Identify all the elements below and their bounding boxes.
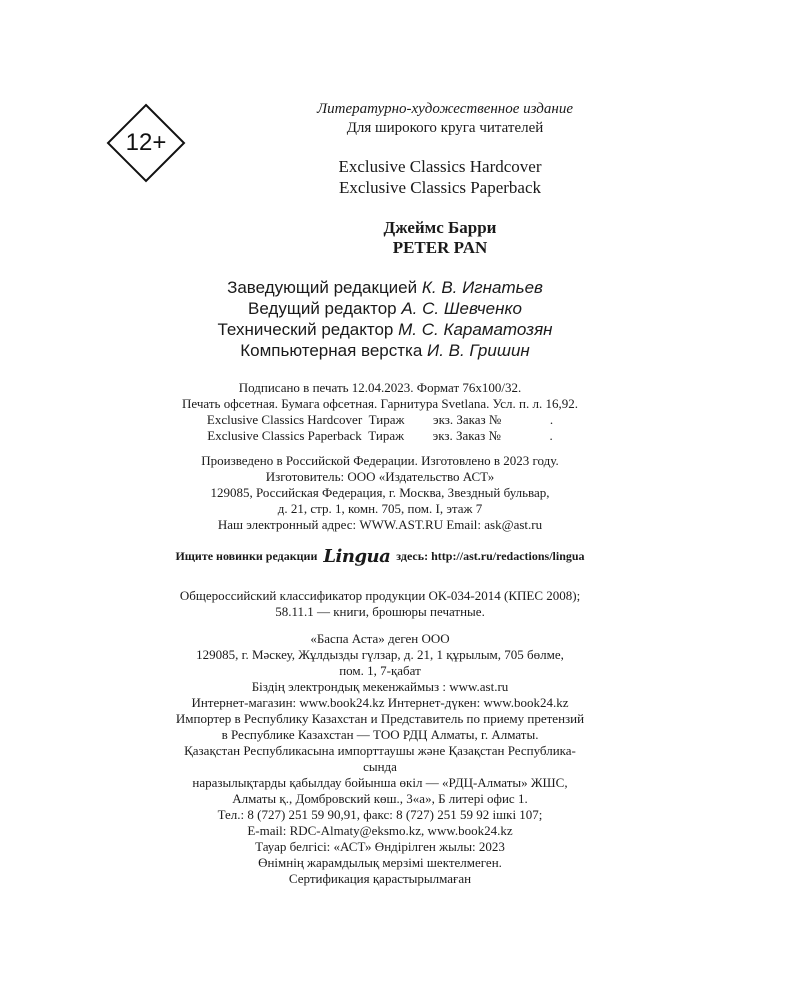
paper-line: Печать офсетная. Бумага офсетная. Гарнитура Svetlana. Усл. п. л. 16,92. (182, 396, 578, 411)
run-tirazh: Тираж (368, 428, 405, 443)
publication-type (245, 100, 645, 138)
okp-line-2: 58.11.1 — книги, брошюры печатные. (275, 604, 485, 619)
production-info (0, 453, 760, 533)
series-hardcover: Exclusive Classics Hardcover (338, 157, 542, 176)
editor-role: Компьютерная верстка (240, 341, 423, 360)
editor-name: А. С. Шевченко (401, 299, 522, 318)
kz-line: Интернет-магазин: www.book24.kz Интернет-дүкен: www.book24.kz (191, 695, 569, 710)
run-tirazh: Тираж (368, 412, 405, 427)
run-order: экз. Заказ № (432, 412, 502, 427)
editor-name: И. В. Гришин (427, 341, 530, 360)
book-author: Джеймс Барри (383, 218, 497, 237)
editor-row (0, 298, 770, 319)
kz-line: Біздің электрондық мекенжаймыз : www.ast.ru (251, 679, 509, 694)
editorial-staff (0, 277, 770, 361)
run-end: . (549, 428, 553, 443)
kazakhstan-info (0, 631, 760, 887)
editor-role: Ведущий редактор (248, 299, 397, 318)
age-rating-badge (106, 103, 186, 183)
kz-line: «Баспа Аста» деген ООО (310, 631, 450, 646)
kz-line: в Республике Казахстан — ТОО РДЦ Алматы, г. Алматы. (221, 727, 539, 742)
lingua-link[interactable]: здесь: http://ast.ru/redactions/lingua (396, 549, 585, 563)
kz-line: E-mail: RDC-Almaty@eksmo.kz, www.book24.kz (247, 823, 513, 838)
manufacturer-address-1: 129085, Российская Федерация, г. Москва, Звездный бульвар, (210, 485, 550, 500)
age-rating-text: 12+ (125, 129, 167, 156)
editor-role: Заведующий редакцией (227, 278, 418, 297)
lingua-prefix: Ищите новинки редакции (175, 549, 318, 563)
editor-row (0, 277, 770, 298)
book-title-block (240, 218, 640, 258)
kz-line: Қазақстан Республикасына импорттаушы және Қазақстан Республика- (184, 743, 576, 758)
run-series: Exclusive Classics Paperback (207, 428, 362, 443)
kz-line: Алматы қ., Домбровский көш., 3«а», Б литері офис 1. (232, 791, 528, 806)
kz-line: Импортер в Республику Казахстан и Представитель по приему претензий (175, 711, 585, 726)
contact-line: Наш электронный адрес: WWW.AST.RU Email: ask@ast.ru (217, 517, 543, 532)
audience-note: Для широкого круга читателей (346, 120, 544, 136)
editor-name: М. С. Караматозян (398, 320, 553, 339)
print-info (0, 380, 760, 444)
run-row-paperback (0, 428, 760, 444)
series-names (240, 156, 640, 198)
editor-name: К. В. Игнатьев (421, 278, 543, 297)
editor-row (0, 319, 770, 340)
run-series: Exclusive Classics Hardcover (206, 412, 363, 427)
manufacturer: Изготовитель: ООО «Издательство АСТ» (265, 469, 495, 484)
production-country: Произведено в Российской Федерации. Изготовлено в 2023 году. (201, 453, 559, 468)
editor-row (0, 340, 770, 361)
kz-line: пом. 1, 7-қабат (339, 663, 421, 678)
kz-line: Сертификация қарастырылмаған (288, 871, 472, 886)
kz-line: наразылықтарды қабылдау бойынша өкіл — «РДЦ-Алматы» ЖШС, (192, 775, 568, 790)
lingua-promo (0, 547, 760, 566)
publication-genre: Литературно-художественное издание (317, 101, 573, 117)
kz-line: сында (363, 759, 397, 774)
okp-line-1: Общероссийский классификатор продукции ОК-034-2014 (КПЕС 2008); (179, 588, 581, 603)
run-order: экз. Заказ № (432, 428, 501, 443)
book-title: PETER PAN (392, 238, 488, 257)
lingua-logo: Lingua (323, 546, 391, 567)
manufacturer-address-2: д. 21, стр. 1, комн. 705, пом. I, этаж 7 (277, 501, 483, 516)
kz-line: 129085, г. Мәскеу, Жұлдызды гүлзар, д. 21, 1 құрылым, 705 бөлме, (196, 647, 564, 662)
kz-line: Тел.: 8 (727) 251 59 90,91, факс: 8 (727) 251 59 92 ішкі 107; (217, 807, 543, 822)
signed-line: Подписано в печать 12.04.2023. Формат 76х100/32. (238, 380, 522, 395)
series-paperback: Exclusive Classics Paperback (338, 178, 542, 197)
run-row-hardcover (0, 412, 760, 428)
kz-line: Өнімнің жарамдылық мерзімі шектелмеген. (258, 855, 502, 870)
product-classifier (0, 588, 760, 620)
kz-line: Тауар белгісі: «АСТ» Өндірілген жылы: 2023 (255, 839, 505, 854)
run-end: . (549, 412, 554, 427)
editor-role: Технический редактор (217, 320, 394, 339)
